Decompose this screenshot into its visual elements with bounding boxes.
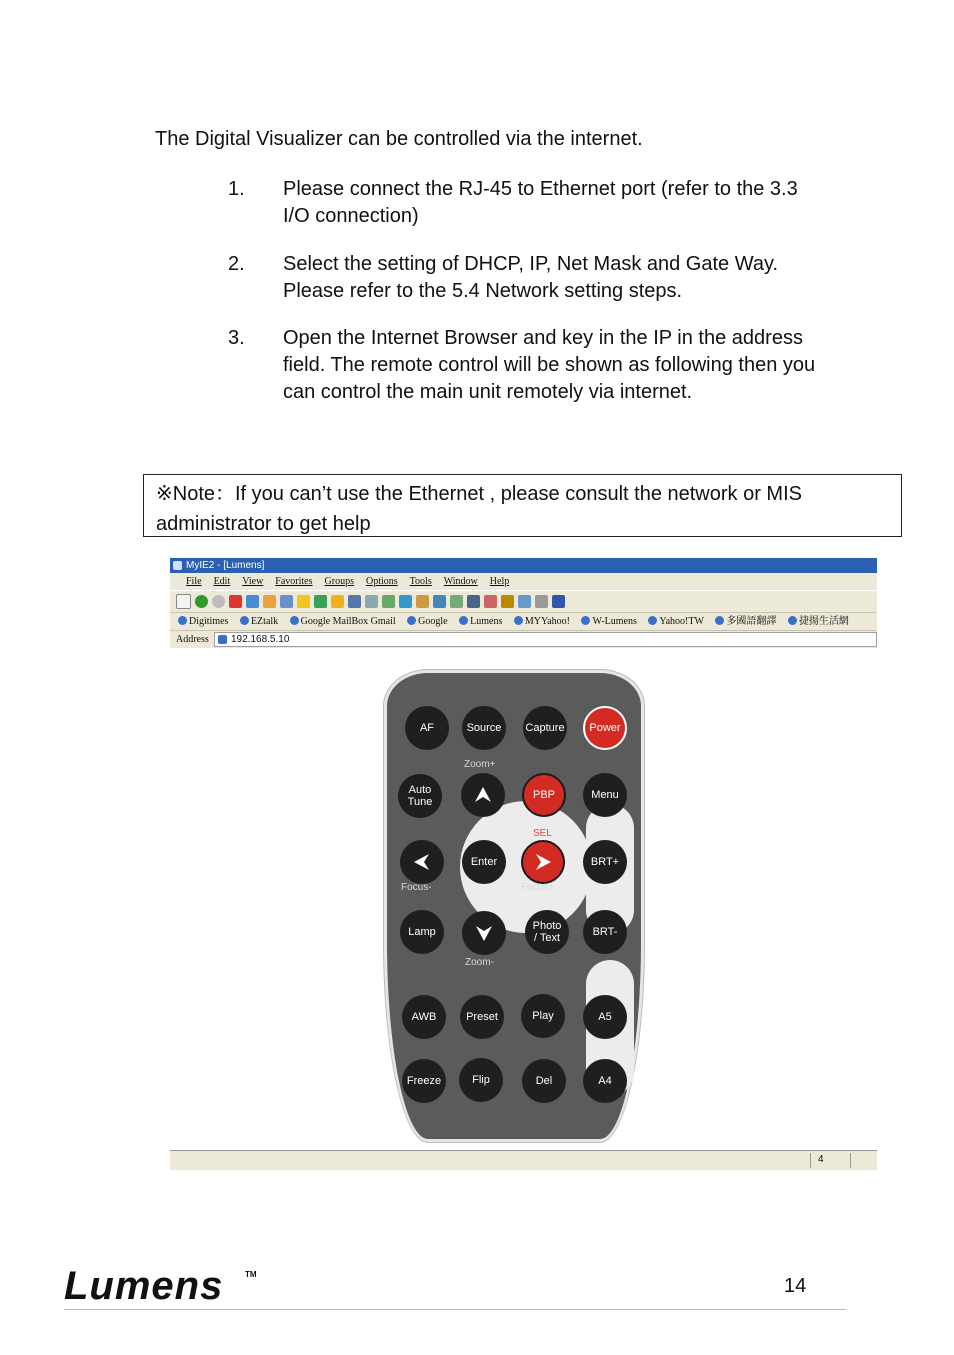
address-bar xyxy=(170,630,877,648)
tab-icon[interactable] xyxy=(416,595,429,608)
menu-file[interactable]: File xyxy=(186,576,202,587)
menu-groups[interactable]: Groups xyxy=(324,576,354,587)
back-icon[interactable] xyxy=(195,595,208,608)
brt-plus-button[interactable]: BRT+ xyxy=(583,840,627,884)
menu-view[interactable]: View xyxy=(242,576,264,587)
browser-title: MyIE2 - [Lumens] xyxy=(186,560,265,571)
step-text: can control the main unit remotely via internet. xyxy=(283,381,693,403)
link-item[interactable]: Digitimes xyxy=(178,613,228,631)
menu-options[interactable]: Options xyxy=(365,576,398,587)
step-text: Open the Internet Browser and key in the IP in the address xyxy=(283,327,803,349)
layout-icon[interactable] xyxy=(518,595,531,608)
browser-app-icon xyxy=(173,561,182,570)
awb-button[interactable]: AWB xyxy=(402,995,446,1039)
search-icon[interactable] xyxy=(280,595,293,608)
step-number: 1. xyxy=(228,178,245,200)
step-text: Please refer to the 5.4 Network setting steps. xyxy=(283,280,683,302)
pbp-button[interactable]: PBP xyxy=(522,773,566,817)
af-button[interactable]: AF xyxy=(405,706,449,750)
link-item[interactable]: 捷揚生活網 xyxy=(788,613,849,631)
arrow-left-icon xyxy=(412,852,432,872)
menu-bar xyxy=(170,573,877,590)
menu-window[interactable]: Window xyxy=(443,576,478,587)
del-button[interactable]: Del xyxy=(522,1059,566,1103)
link-item[interactable]: Yahoo!TW xyxy=(648,613,704,631)
footer-divider xyxy=(64,1309,846,1310)
focus-minus-button[interactable] xyxy=(400,840,444,884)
page-number: 14 xyxy=(784,1275,807,1297)
browser-titlebar xyxy=(170,558,877,573)
focus-minus-label: Focus- xyxy=(401,882,432,893)
step-text: Select the setting of DHCP, IP, Net Mask and Gate Way. xyxy=(283,253,779,275)
address-input[interactable]: 192.168.5.10 xyxy=(214,632,877,647)
lamp-button[interactable]: Lamp xyxy=(400,910,444,954)
a5-button[interactable]: A5 xyxy=(583,995,627,1039)
focus-plus-label: Focus+ xyxy=(521,882,555,893)
zoom-plus-label: Zoom+ xyxy=(464,759,496,770)
enter-button[interactable]: Enter xyxy=(462,840,506,884)
note-line: ※Note：If you can’t use the Ethernet , please consult the network or MIS xyxy=(156,483,802,505)
refresh-icon[interactable] xyxy=(246,595,259,608)
step-text: field. The remote control will be shown as following then you xyxy=(283,354,816,376)
step-text: I/O connection) xyxy=(283,205,419,227)
note-box xyxy=(143,474,902,537)
link-item[interactable]: MYYahoo! xyxy=(514,613,570,631)
web-icon[interactable] xyxy=(467,595,480,608)
step-number: 3. xyxy=(228,327,245,349)
link-item[interactable]: Google MailBox Gmail xyxy=(290,613,396,631)
new-page-icon[interactable] xyxy=(176,594,191,609)
photo-text-button[interactable]: Photo / Text xyxy=(525,910,569,954)
remote-control xyxy=(384,670,644,1142)
menu-edit[interactable]: Edit xyxy=(213,576,231,587)
link-item[interactable]: W-Lumens xyxy=(581,613,636,631)
menu-button[interactable]: Menu xyxy=(583,773,627,817)
note-line: administrator to get help xyxy=(156,513,371,535)
forward-icon[interactable] xyxy=(212,595,225,608)
link-item[interactable]: 多國語翻譯 xyxy=(715,613,776,631)
browser-toolbar xyxy=(170,590,877,612)
window-icon[interactable] xyxy=(433,595,446,608)
status-separator xyxy=(810,1153,811,1168)
capture-button[interactable]: Capture xyxy=(523,706,567,750)
page-icon xyxy=(218,635,227,644)
arrow-down-icon xyxy=(474,923,494,943)
link-item[interactable]: EZtalk xyxy=(240,613,278,631)
menu-favorites[interactable]: Favorites xyxy=(275,576,313,587)
power-button[interactable]: Power xyxy=(583,706,627,750)
stop-all-icon[interactable] xyxy=(484,595,497,608)
link-item[interactable]: Lumens xyxy=(459,613,502,631)
focus-plus-button[interactable] xyxy=(521,840,565,884)
browser-screenshot xyxy=(170,558,877,1170)
folder-icon[interactable] xyxy=(331,595,344,608)
status-bar xyxy=(170,1150,877,1170)
preset-button[interactable]: Preset xyxy=(460,995,504,1039)
source-button[interactable]: Source xyxy=(462,706,506,750)
zoom-minus-label: Zoom- xyxy=(465,957,494,968)
lumens-logo: Lumens xyxy=(64,1264,224,1308)
a4-button[interactable]: A4 xyxy=(583,1059,627,1103)
zoom-out-button[interactable] xyxy=(462,911,506,955)
status-separator xyxy=(850,1153,851,1168)
sel-label: SEL xyxy=(533,828,552,839)
menu-help[interactable]: Help xyxy=(489,576,510,587)
collect-icon[interactable] xyxy=(399,595,412,608)
intro-text: The Digital Visualizer can be controlled via the internet. xyxy=(155,128,643,150)
trademark: TM xyxy=(245,1270,257,1279)
arrow-up-icon xyxy=(473,785,493,805)
groups-icon[interactable] xyxy=(348,595,361,608)
save-icon[interactable] xyxy=(552,595,565,608)
play-button[interactable]: Play xyxy=(521,994,565,1038)
flip-button[interactable]: Flip xyxy=(459,1058,503,1102)
edit-icon[interactable] xyxy=(501,595,514,608)
menu-tools[interactable]: Tools xyxy=(409,576,432,587)
auto-tune-button[interactable]: Auto Tune xyxy=(398,774,442,818)
zoom-in-button[interactable] xyxy=(461,773,505,817)
freeze-button[interactable]: Freeze xyxy=(402,1059,446,1103)
home-icon[interactable] xyxy=(263,595,276,608)
stop-icon[interactable] xyxy=(229,595,242,608)
favorites-icon[interactable] xyxy=(297,595,310,608)
history-icon[interactable] xyxy=(314,595,327,608)
link-item[interactable]: Google xyxy=(407,613,447,631)
tools-icon[interactable] xyxy=(365,595,378,608)
address-label: Address xyxy=(176,634,209,645)
image-icon[interactable] xyxy=(450,595,463,608)
step-text: Please connect the RJ-45 to Ethernet port (refer to the 3.3 xyxy=(283,178,798,200)
arrow-right-icon xyxy=(533,852,553,872)
status-zone: 4 xyxy=(818,1154,824,1165)
step-number: 2. xyxy=(228,253,245,275)
print-icon[interactable] xyxy=(535,595,548,608)
proxy-icon[interactable] xyxy=(382,595,395,608)
links-bar xyxy=(170,612,877,630)
brt-minus-button[interactable]: BRT- xyxy=(583,910,627,954)
